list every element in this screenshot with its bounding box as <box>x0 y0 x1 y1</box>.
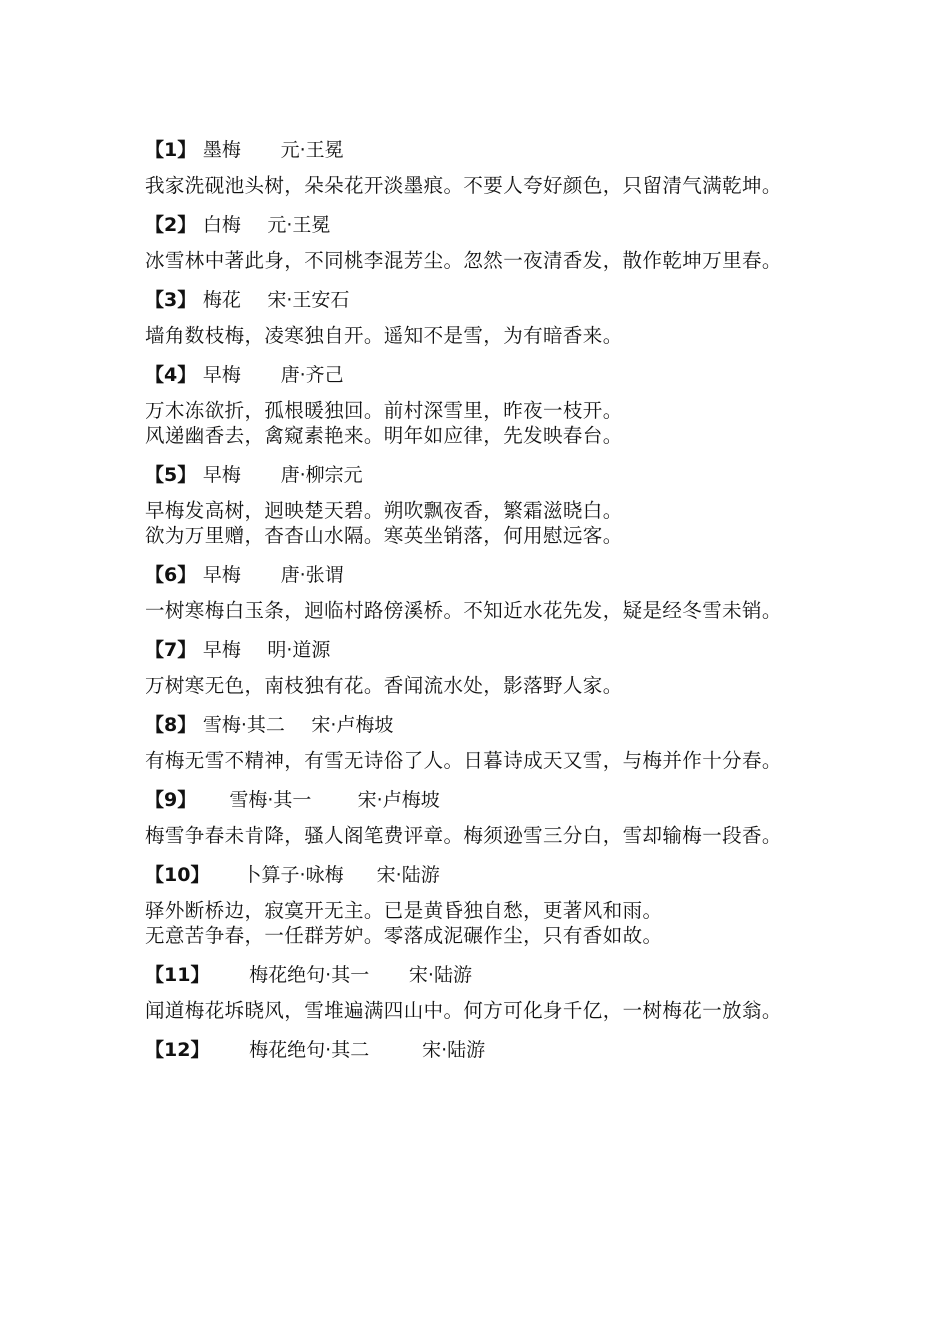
poem-entry <box>145 360 815 448</box>
poem-line: 万树寒无色，南枝独有花。香闻流水处，影落野人家。 <box>145 674 623 697</box>
poem-author: 宋·卢梅坡 <box>311 714 394 736</box>
poem-number: 【8】 <box>145 714 197 736</box>
poem-line: 冰雪林中著此身，不同桃李混芳尘。忽然一夜清香发，散作乾坤万里春。 <box>145 249 782 272</box>
poem-entry <box>145 710 815 773</box>
poem-heading <box>145 210 815 240</box>
poem-number: 【12】 <box>145 1039 210 1061</box>
poem-entry <box>145 210 815 273</box>
poem-entry <box>145 785 815 848</box>
poem-entry <box>145 860 815 948</box>
poem-line: 墙角数枝梅，凌寒独自开。遥知不是雪，为有暗香来。 <box>145 324 623 347</box>
poem-number: 【11】 <box>145 964 210 986</box>
poem-line: 无意苦争春，一任群芳妒。零落成泥碾作尘，只有香如故。 <box>145 924 663 947</box>
poem-number: 【4】 <box>145 364 197 386</box>
poem-title: 早梅 <box>202 639 241 661</box>
poem-line: 万木冻欲折，孤根暖独回。前村深雪里，昨夜一枝开。 <box>145 399 623 422</box>
poem-heading <box>145 560 815 590</box>
poem-heading <box>145 1035 815 1065</box>
poem-title: 墨梅 <box>202 139 241 161</box>
poem-entry <box>145 285 815 348</box>
poem-title: 早梅 <box>202 564 241 586</box>
poem-heading <box>145 360 815 390</box>
poem-number: 【1】 <box>145 139 197 161</box>
poem-author: 唐·张谓 <box>280 564 344 586</box>
poem-heading <box>145 135 815 165</box>
poem-title: 早梅 <box>202 464 241 486</box>
poem-author: 明·道源 <box>267 639 331 661</box>
poem-number: 【2】 <box>145 214 197 236</box>
poem-heading <box>145 860 815 890</box>
poem-title: 梅花绝句·其二 <box>249 1039 370 1061</box>
poem-entry <box>145 135 815 198</box>
poem-entry <box>145 1035 815 1065</box>
poem-line: 欲为万里赠，杳杳山水隔。寒英坐销落，何用慰远客。 <box>145 524 623 547</box>
poem-title: 雪梅·其二 <box>202 714 285 736</box>
poem-number: 【7】 <box>145 639 197 661</box>
poem-heading <box>145 960 815 990</box>
poem-author: 宋·陆游 <box>376 864 440 886</box>
poem-heading <box>145 285 815 315</box>
poem-author: 宋·王安石 <box>267 289 350 311</box>
poem-line: 早梅发高树，迥映楚天碧。朔吹飘夜香，繁霜滋晓白。 <box>145 499 623 522</box>
poem-author: 宋·陆游 <box>422 1039 486 1061</box>
poem-line: 闻道梅花坼晓风，雪堆遍满四山中。何方可化身千亿，一树梅花一放翁。 <box>145 999 782 1022</box>
poem-author: 宋·卢梅坡 <box>357 789 440 811</box>
poem-heading <box>145 460 815 490</box>
poem-heading <box>145 635 815 665</box>
poem-author: 唐·柳宗元 <box>280 464 363 486</box>
poem-number: 【3】 <box>145 289 197 311</box>
poem-number: 【9】 <box>145 789 197 811</box>
poem-line: 风递幽香去，禽窥素艳来。明年如应律，先发映春台。 <box>145 424 623 447</box>
poem-line: 一树寒梅白玉条，迥临村路傍溪桥。不知近水花先发，疑是经冬雪未销。 <box>145 599 782 622</box>
poem-entry <box>145 635 815 698</box>
poem-entry <box>145 960 815 1023</box>
poem-title: 梅花绝句·其一 <box>249 964 370 986</box>
poem-line: 有梅无雪不精神，有雪无诗俗了人。日暮诗成天又雪，与梅并作十分春。 <box>145 749 782 772</box>
poem-author: 唐·齐己 <box>280 364 344 386</box>
poem-line: 我家洗砚池头树，朵朵花开淡墨痕。不要人夸好颜色，只留清气满乾坤。 <box>145 174 782 197</box>
poem-author: 元·王冕 <box>267 214 331 236</box>
poem-title: 白梅 <box>202 214 241 236</box>
poem-line: 梅雪争春未肯降，骚人阁笔费评章。梅须逊雪三分白，雪却输梅一段香。 <box>145 824 782 847</box>
poem-heading <box>145 710 815 740</box>
poem-entry <box>145 560 815 623</box>
poem-title: 早梅 <box>202 364 241 386</box>
poem-title: 梅花 <box>202 289 241 311</box>
poem-number: 【6】 <box>145 564 197 586</box>
poem-line: 驿外断桥边，寂寞开无主。已是黄昏独自愁，更著风和雨。 <box>145 899 663 922</box>
poem-author: 元·王冕 <box>280 139 344 161</box>
poem-title: 卜算子·咏梅 <box>242 864 344 886</box>
poem-entry <box>145 460 815 548</box>
document-page <box>145 135 815 1077</box>
poem-number: 【5】 <box>145 464 197 486</box>
poem-heading <box>145 785 815 815</box>
poem-number: 【10】 <box>145 864 210 886</box>
poem-title: 雪梅·其一 <box>229 789 312 811</box>
poem-author: 宋·陆游 <box>408 964 472 986</box>
